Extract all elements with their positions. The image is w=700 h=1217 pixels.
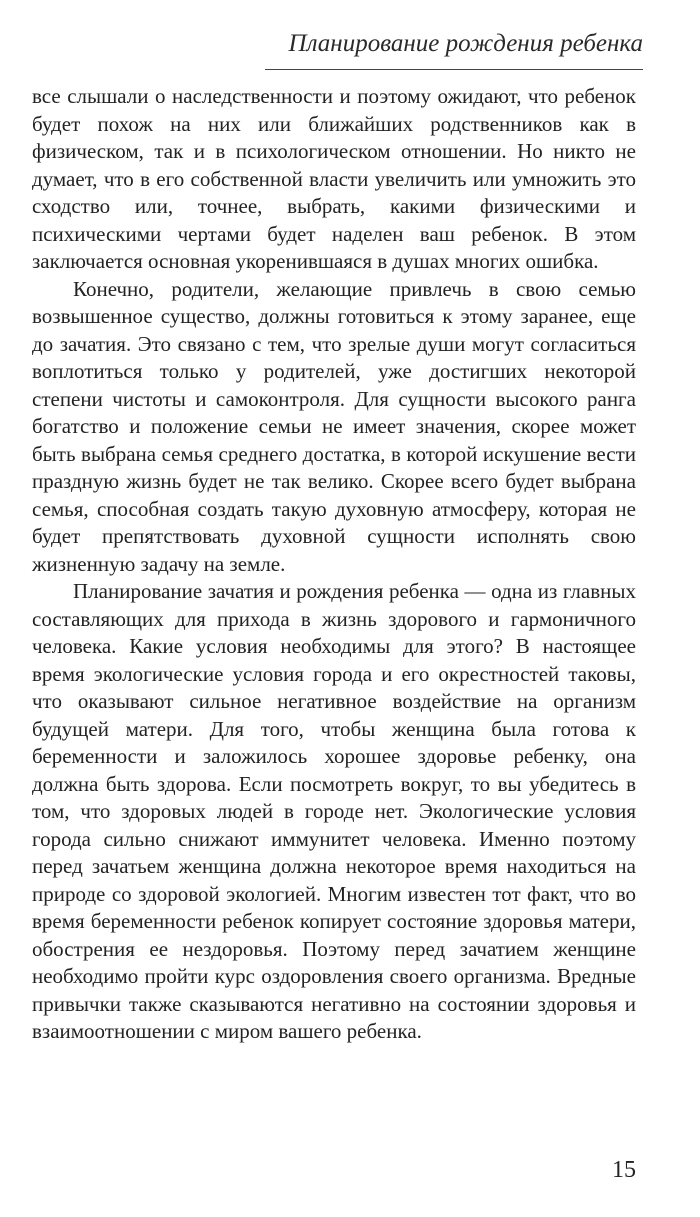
- running-head: Планирование рождения ребенка: [288, 30, 643, 57]
- page-number: 15: [612, 1157, 636, 1183]
- header-rule: [265, 69, 643, 70]
- body-text: [32, 83, 636, 1046]
- paragraph: Планирование зачатия и рождения ребенка — одна из главных составляющих для прихода в жизнь здорового и гармоничного человека. Какие условия необходимы для этого? В настоящее время экологические условия города и его окрестностей таковы, что оказывают сильное негативное воздействие на организм будущей матери. Для того, чтобы женщина была готова к беременности и заложилось хорошее здоровье ребенку, она должна быть здорова. Если посмотреть вокруг, то вы убедитесь в том, что здоровых людей в городе нет. Экологические условия города сильно снижают иммунитет человека. Именно поэтому перед зачатьем женщина должна некоторое время находиться на природе со здоровой экологией. Многим известен тот факт, что во время беременности ребенок копирует состояние здоровья матери, обострения ее нездоровья. Поэтому перед зачатием женщине необходимо пройти курс оздоровления своего организма. Вредные привычки также сказываются негативно на состоянии здоровья и взаимоотношении с миром вашего ребенка.: [32, 579, 636, 1043]
- paragraph-continued: все слышали о наследственности и поэтому ожидают, что ребенок будет похож на них или ближайших родственников как в физическом, так и в психологическом отношении. Но никто не думает, что в его собственной власти увеличить или умножить это сходство или, точнее, выбрать, какими физическими и психическими чертами будет наделен ваш ребенок. В этом заключается основная укоренившаяся в душах многих ошибка.: [32, 84, 636, 273]
- paragraph: Конечно, родители, желающие привлечь в свою семью возвышенное существо, должны готовиться к этому заранее, еще до зачатия. Это связано с тем, что зрелые души могут согласиться воплотиться только у родителей, уже достигших некоторой степени чистоты и самоконтроля. Для сущности высокого ранга богатство и положение семьи не имеет значения, скорее может быть выбрана семья среднего достатка, в которой искушение вести праздную жизнь будет не так велико. Скорее всего будет выбрана семья, способная создать такую духовную атмосферу, которая не будет препятствовать духовной сущности исполнять свою жизненную задачу на земле.: [32, 276, 636, 576]
